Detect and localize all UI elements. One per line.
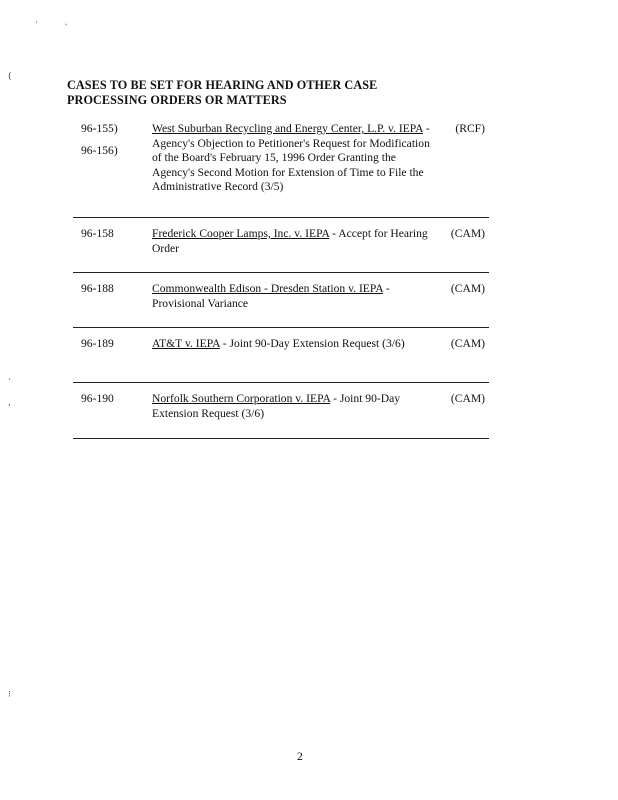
case-code: (CAM) <box>450 227 485 240</box>
case-code: (CAM) <box>450 392 485 405</box>
case-description <box>152 282 432 311</box>
case-description <box>152 122 432 195</box>
divider <box>73 327 489 328</box>
case-number: 96-188 <box>81 282 114 295</box>
heading-line-1: CASES TO BE SET FOR HEARING AND OTHER CASE <box>67 78 378 92</box>
case-description <box>152 227 432 256</box>
divider <box>73 272 489 273</box>
heading-line-2: PROCESSING ORDERS OR MATTERS <box>67 93 287 107</box>
scan-speck: · <box>8 375 11 385</box>
case-title: West Suburban Recycling and Energy Center, L.P. v. IEPA <box>152 122 423 135</box>
case-number: 96-156) <box>81 144 118 157</box>
case-title: Commonwealth Edison - Dresden Station v. IEPA <box>152 282 384 295</box>
case-code: (CAM) <box>450 337 485 350</box>
case-number: 96-189 <box>81 337 114 350</box>
case-title: Norfolk Southern Corporation v. IEPA <box>152 392 331 405</box>
section-heading <box>67 78 427 108</box>
case-code: (CAM) <box>450 282 485 295</box>
divider <box>73 382 489 383</box>
case-summary: - Agency's Objection to Petitioner's Request for Modification of the Board's February 15, 1996 Order Granting the Agency's Second Motion for Extension of Time to File the Administrative Record (3/5) <box>152 122 430 193</box>
case-number: 96-155) <box>81 122 118 135</box>
scan-speck: , <box>8 398 11 408</box>
case-description <box>152 337 432 352</box>
case-title: AT&T v. IEPA <box>152 337 220 350</box>
scan-speck: ( <box>8 72 12 82</box>
page-number: 2 <box>297 750 303 763</box>
case-summary: - Joint 90-Day Extension Request (3/6) <box>219 337 405 350</box>
divider <box>73 438 489 439</box>
case-number: 96-158 <box>81 227 114 240</box>
case-description <box>152 392 432 421</box>
case-code: (RCF) <box>455 122 485 135</box>
case-summary: - Joint 90-Day Extension Request (3/6) <box>152 392 401 420</box>
divider <box>73 217 489 218</box>
scan-speck: · <box>35 18 38 28</box>
case-summary: - Accept for Hearing Order <box>152 227 428 255</box>
case-title: Frederick Cooper Lamps, Inc. v. IEPA <box>152 227 330 240</box>
case-summary: - Provisional Variance <box>152 282 390 310</box>
scan-speck: ⁝ <box>8 690 11 700</box>
case-number: 96-190 <box>81 392 114 405</box>
scan-speck: ` <box>64 24 69 34</box>
